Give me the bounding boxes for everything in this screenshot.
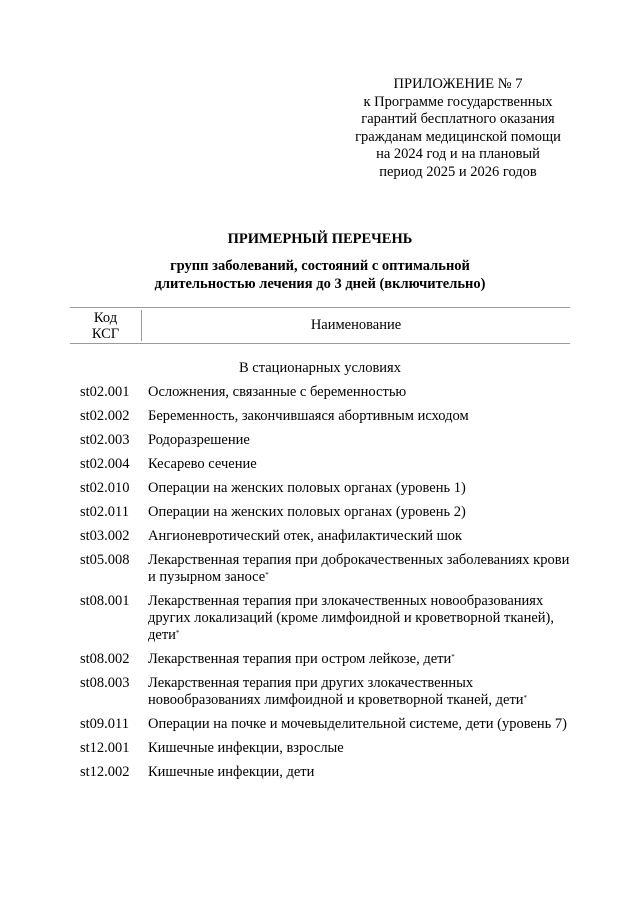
appendix-line: ПРИЛОЖЕНИЕ № 7	[393, 76, 523, 92]
table-row	[80, 408, 570, 425]
row-name-text: Лекарственная терапия при злокачественных новообразованиях других локализаций (кроме лимфоидной и кроветворной тканей), дети	[148, 593, 554, 643]
table-row	[80, 384, 570, 401]
row-name	[148, 593, 570, 644]
row-code: st05.008	[80, 552, 130, 568]
row-name-text: Операции на женских половых органах (уровень 2)	[148, 504, 466, 520]
table-header	[70, 307, 570, 344]
table-row	[80, 593, 570, 644]
row-name-text: Кишечные инфекции, дети	[148, 764, 315, 780]
row-name-text: Лекарственная терапия при доброкачественных заболеваниях крови и пузырном заносе	[148, 552, 570, 585]
row-name	[148, 716, 570, 733]
row-name	[148, 408, 570, 425]
table-row	[80, 740, 570, 757]
table-body	[80, 384, 570, 788]
row-code: st02.010	[80, 480, 130, 496]
footnote-mark: *	[451, 653, 455, 661]
footnote-mark: *	[175, 629, 180, 637]
row-name	[148, 740, 570, 757]
row-code: st03.002	[80, 528, 130, 544]
document-subtitle	[0, 257, 640, 293]
row-code: st02.004	[80, 456, 130, 472]
row-code: st02.003	[80, 432, 130, 448]
row-name-text: Кишечные инфекции, взрослые	[148, 740, 344, 756]
table-row	[80, 504, 570, 521]
table-row	[80, 716, 570, 733]
header-code	[70, 310, 142, 341]
row-code: st02.002	[80, 408, 130, 424]
row-name-text: Осложнения, связанные с беременностью	[148, 384, 407, 400]
table-row	[80, 480, 570, 497]
header-code-line: Код	[93, 310, 118, 326]
table-row	[80, 552, 570, 586]
appendix-line: период 2025 и 2026 годов	[379, 163, 537, 180]
row-name	[148, 504, 570, 521]
appendix-line: к Программе государственных	[363, 93, 553, 110]
document-title: ПРИМЕРНЫЙ ПЕРЕЧЕНЬ	[227, 231, 413, 247]
row-name	[148, 651, 570, 668]
table-row	[80, 675, 570, 709]
appendix-line: на 2024 год и на плановый	[376, 146, 540, 162]
row-code: st08.001	[80, 593, 130, 609]
row-name	[148, 528, 570, 545]
appendix-header	[340, 76, 576, 181]
row-name-text: Операции на женских половых органах (уровень 1)	[148, 480, 466, 496]
table-row	[80, 764, 570, 781]
appendix-line: гражданам медицинской помощи	[355, 128, 561, 145]
row-name	[148, 456, 570, 473]
row-code: st12.001	[80, 740, 130, 756]
subtitle-line: групп заболеваний, состояний с оптимальной	[170, 258, 470, 274]
row-code: st02.011	[80, 504, 130, 520]
row-name-text: Беременность, закончившаяся абортивным исходом	[148, 408, 469, 424]
footnote-mark: *	[265, 571, 269, 579]
table-row	[80, 528, 570, 545]
row-name	[148, 552, 570, 586]
row-name-text: Родоразрешение	[148, 432, 250, 448]
subtitle-line: длительностью лечения до 3 дней (включительно)	[154, 276, 486, 292]
row-code: st09.011	[80, 716, 130, 732]
row-name-text: Ангионевротический отек, анафилактический шок	[148, 528, 463, 544]
row-name	[148, 480, 570, 497]
row-name	[148, 764, 570, 781]
row-name-text: Лекарственная терапия при других злокачественных новообразованиях лимфоидной и кроветворной тканей, дети	[148, 675, 524, 708]
row-name-text: Кесарево сечение	[148, 456, 257, 472]
row-code: st08.002	[80, 651, 130, 667]
table-row	[80, 651, 570, 668]
row-code: st08.003	[80, 675, 130, 691]
table-row	[80, 456, 570, 473]
row-name	[148, 384, 570, 401]
row-name	[148, 675, 570, 709]
appendix-line: гарантий бесплатного оказания	[361, 111, 555, 127]
row-name-text: Операции на почке и мочевыделительной системе, дети (уровень 7)	[148, 716, 567, 732]
row-name	[148, 432, 570, 449]
header-code-line: КСГ	[91, 326, 120, 342]
table-row	[80, 432, 570, 449]
header-name: Наименование	[310, 317, 402, 333]
row-name-text: Лекарственная терапия при остром лейкозе, дети	[148, 651, 452, 667]
row-code: st02.001	[80, 384, 130, 400]
section-title: В стационарных условиях	[239, 360, 401, 376]
footnote-mark: *	[523, 694, 528, 702]
row-code: st12.002	[80, 764, 130, 780]
